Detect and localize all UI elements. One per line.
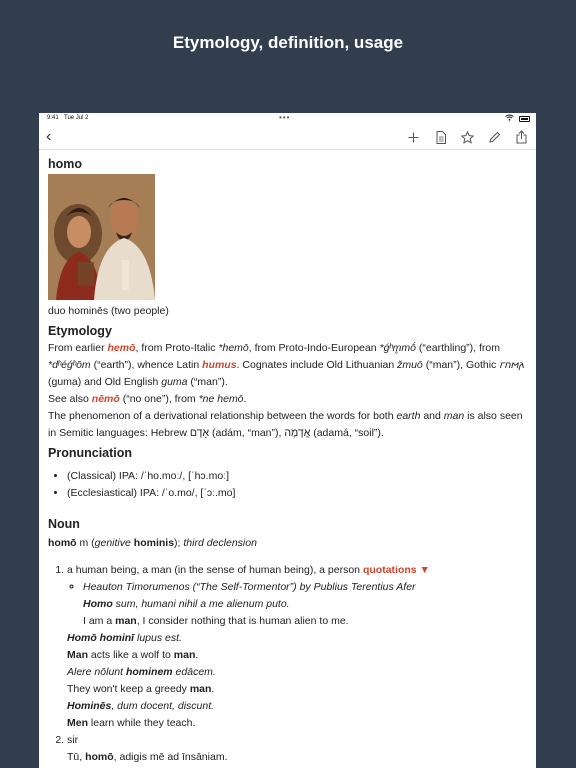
entry-word: homo xyxy=(48,157,83,171)
image-caption: duo hominēs (two people) xyxy=(48,305,169,317)
pencil-icon[interactable] xyxy=(488,129,501,145)
toolbar xyxy=(39,125,536,150)
list-item: • (Ecclesiastical) IPA: /ˈo.mo/, [ˈɔː.mo] xyxy=(67,485,527,502)
example-latin: Homō hominī lupus est. xyxy=(67,632,182,644)
link-hemo[interactable]: hemō xyxy=(107,342,136,354)
status-time: 9:41 xyxy=(47,115,59,121)
multitask-dots[interactable]: ••• xyxy=(279,113,291,122)
entry-content xyxy=(39,150,536,766)
link-nemo[interactable]: nēmō xyxy=(91,393,120,405)
sense-2: 2. sir Tū, homō, adigis mē ad īnsāniam. xyxy=(67,732,527,766)
etymology-heading: Etymology xyxy=(48,324,112,338)
battery-icon xyxy=(519,116,530,122)
etymology-paragraph: From earlier hemō, from Proto-Italic *hemō, from Proto-Indo-European *ǵʰm̥mṓ (“earthling”), from *dʰéǵʰōm (“earth”), whence Latin humus. Cognates include Old Lithuanian žmuō (“man”), Gothic 𐌲𐌿𐌼𐌰 (guma) and Old English guma (“man”). xyxy=(48,342,524,388)
example-english: They won't keep a greedy man. xyxy=(67,683,215,695)
back-chevron-icon[interactable]: ‹ xyxy=(46,128,52,145)
toolbar-actions xyxy=(407,129,528,145)
list-item: • (Classical) IPA: /ˈho.moː/, [ˈhɔ.moː] xyxy=(67,468,527,485)
see-also-paragraph: See also nēmō (“no one”), from *ne hemō. xyxy=(48,393,247,405)
noun-heading: Noun xyxy=(48,517,80,531)
pronunciation-list xyxy=(67,468,527,502)
page-headline: Etymology, definition, usage xyxy=(172,33,404,52)
quotation-list xyxy=(83,579,527,630)
sense-1: 1. a human being, a man (in the sense of human being), a person quotations ▼ ◦ Heauton Timorumenos (“The Self-Tormentor”) by Publius Terentius Afer Homo sum, humani nihil a me alienum puto. I am a man, I consider nothing that is human alien to me. Homō hominī lupus est. Man acts like a wolf to man. Alere nōlunt hominem edācem. They won't keep a greedy man. Hominēs, dum docent, discunt. Men learn while they teach. xyxy=(67,562,527,732)
status-bar xyxy=(39,113,536,125)
add-icon[interactable] xyxy=(407,129,420,145)
quotations-toggle[interactable]: quotations ▼ xyxy=(362,564,430,576)
example-latin: Tū, homō, adigis mē ad īnsāniam. xyxy=(67,751,228,763)
pronunciation-heading: Pronunciation xyxy=(48,446,133,460)
fresco-image xyxy=(48,174,155,300)
example-latin: Hominēs, dum docent, discunt. xyxy=(67,700,215,712)
share-icon[interactable] xyxy=(515,129,528,145)
document-icon[interactable] xyxy=(434,129,447,145)
example-latin: Alere nōlunt hominem edācem. xyxy=(67,666,216,678)
semitic-paragraph: The phenomenon of a derivational relationship between the words for both earth and man is also seen in Semitic languages: Hebrew אָדָם (adám, “man”), אֲדָמָה (adamá, “soil”). xyxy=(48,410,523,439)
senses-list xyxy=(67,562,527,766)
ipad-screen xyxy=(39,113,536,768)
example-english: Man acts like a wolf to man. xyxy=(67,649,199,661)
noun-headword-line: homō m (genitive hominis); third declension xyxy=(48,537,257,549)
example-english: Men learn while they teach. xyxy=(67,717,196,729)
star-icon[interactable] xyxy=(461,129,474,145)
status-date: Tue Jul 2 xyxy=(64,115,89,121)
quotation-item: ◦ Heauton Timorumenos (“The Self-Tormentor”) by Publius Terentius Afer Homo sum, humani nihil a me alienum puto. I am a man, I consider nothing that is human alien to me. xyxy=(83,579,527,630)
usage-examples xyxy=(67,630,527,732)
wifi-icon xyxy=(505,114,514,123)
link-humus[interactable]: humus xyxy=(202,359,237,371)
